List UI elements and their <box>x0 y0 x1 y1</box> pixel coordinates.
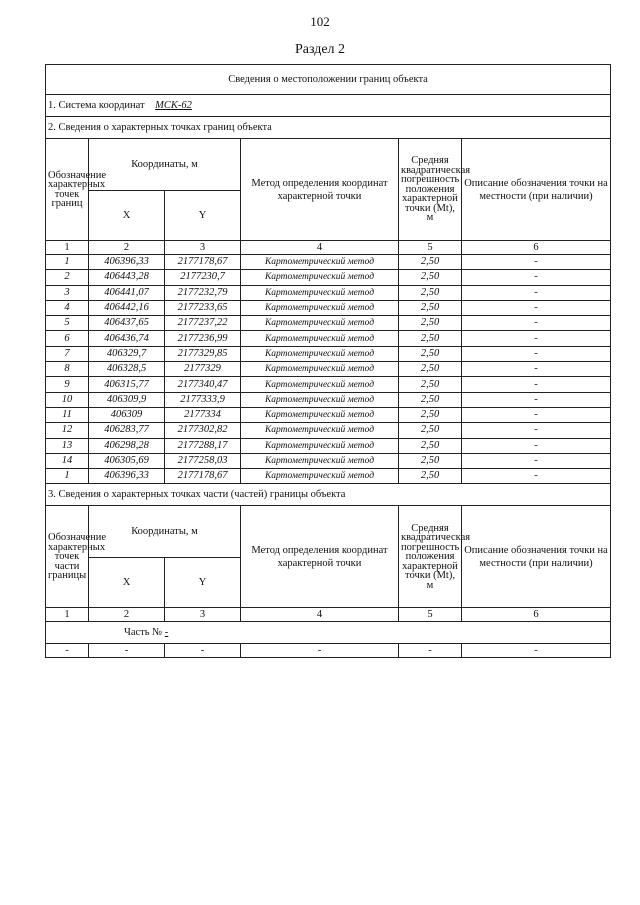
point-row <box>46 407 611 422</box>
point-row <box>46 270 611 285</box>
point-number: 14 <box>46 453 89 468</box>
point-description: - <box>462 377 611 392</box>
point-y: 2177329,85 <box>165 346 241 361</box>
point-method: Картометрический метод <box>241 331 399 346</box>
point-row <box>46 300 611 315</box>
header-y-part: Y <box>165 558 241 608</box>
table-title: Сведения о местоположении границ объекта <box>46 65 611 95</box>
point-number: 12 <box>46 423 89 438</box>
point-description: - <box>462 407 611 422</box>
column-number: 2 <box>89 608 165 622</box>
point-method: Картометрический метод <box>241 407 399 422</box>
point-mse: 2,50 <box>399 377 462 392</box>
part3-title: 3. Сведения о характерных точках части (частей) границы объекта <box>46 484 611 506</box>
point-mse: 2,50 <box>399 300 462 315</box>
point-row <box>46 346 611 361</box>
point-y: 2177178,67 <box>165 469 241 484</box>
point-method: Картометрический метод <box>241 346 399 361</box>
point-x: 406442,16 <box>89 300 165 315</box>
coord-system-value: МСК-62 <box>155 100 192 111</box>
point-mse: 2,50 <box>399 392 462 407</box>
point-number: 6 <box>46 331 89 346</box>
point-description: - <box>462 331 611 346</box>
point-description: - <box>462 423 611 438</box>
header-mse: Средняя квадратическая погрешность положения характерной точки (Мt), м <box>399 139 462 241</box>
part-cell: - <box>462 644 611 658</box>
point-x: 406309 <box>89 407 165 422</box>
point-x: 406328,5 <box>89 362 165 377</box>
point-method: Картометрический метод <box>241 270 399 285</box>
column-number: 6 <box>462 608 611 622</box>
point-number: 2 <box>46 270 89 285</box>
point-mse: 2,50 <box>399 407 462 422</box>
point-y: 2177329 <box>165 362 241 377</box>
part-value: - <box>164 627 169 639</box>
point-row <box>46 392 611 407</box>
point-x: 406441,07 <box>89 285 165 300</box>
point-y: 2177178,67 <box>165 255 241 270</box>
point-row <box>46 255 611 270</box>
part-cell: - <box>46 644 89 658</box>
point-y: 2177340,47 <box>165 377 241 392</box>
point-number: 7 <box>46 346 89 361</box>
point-method: Картометрический метод <box>241 316 399 331</box>
point-x: 406315,77 <box>89 377 165 392</box>
coord-system-row <box>46 95 611 117</box>
point-row <box>46 285 611 300</box>
point-method: Картометрический метод <box>241 377 399 392</box>
point-method: Картометрический метод <box>241 438 399 453</box>
part-cell: - <box>241 644 399 658</box>
column-numbers-row <box>46 241 611 255</box>
header-x-part: X <box>89 558 165 608</box>
header-y: Y <box>165 191 241 241</box>
header-coordinates: Координаты, м <box>89 139 241 191</box>
column-number: 2 <box>89 241 165 255</box>
point-x: 406396,33 <box>89 469 165 484</box>
point-mse: 2,50 <box>399 362 462 377</box>
point-mse: 2,50 <box>399 453 462 468</box>
page-number: 102 <box>310 14 330 29</box>
point-method: Картометрический метод <box>241 423 399 438</box>
point-mse: 2,50 <box>399 423 462 438</box>
header-description-part: Описание обозначения точки на местности (при наличии) <box>462 506 611 608</box>
point-y: 2177258,03 <box>165 453 241 468</box>
point-number: 13 <box>46 438 89 453</box>
point-y: 2177236,99 <box>165 331 241 346</box>
point-method: Картометрический метод <box>241 392 399 407</box>
column-number: 5 <box>399 241 462 255</box>
header-point-designation: Обозначение характерных точек границ <box>46 139 89 241</box>
boundary-table <box>45 64 611 658</box>
point-number: 1 <box>46 255 89 270</box>
point-description: - <box>462 392 611 407</box>
point-number: 10 <box>46 392 89 407</box>
point-number: 8 <box>46 362 89 377</box>
point-description: - <box>462 316 611 331</box>
point-method: Картометрический метод <box>241 469 399 484</box>
point-mse: 2,50 <box>399 331 462 346</box>
point-description: - <box>462 300 611 315</box>
point-description: - <box>462 438 611 453</box>
point-y: 2177233,65 <box>165 300 241 315</box>
point-y: 2177232,79 <box>165 285 241 300</box>
point-x: 406443,28 <box>89 270 165 285</box>
point-number: 11 <box>46 407 89 422</box>
section-title: Раздел 2 <box>294 42 346 57</box>
point-y: 2177302,82 <box>165 423 241 438</box>
point-row <box>46 377 611 392</box>
point-x: 406396,33 <box>89 255 165 270</box>
point-y: 2177230,7 <box>165 270 241 285</box>
column-number: 3 <box>165 241 241 255</box>
point-method: Картометрический метод <box>241 255 399 270</box>
point-description: - <box>462 469 611 484</box>
part-number-row <box>46 622 611 644</box>
header-method-part: Метод определения координат характерной точки <box>241 506 399 608</box>
column-number: 5 <box>399 608 462 622</box>
point-x: 406298,28 <box>89 438 165 453</box>
point-number: 3 <box>46 285 89 300</box>
part-cell: - <box>399 644 462 658</box>
column-number: 1 <box>46 241 89 255</box>
header-point-designation-part: Обозначение характерных точек части границы <box>46 506 89 608</box>
point-description: - <box>462 362 611 377</box>
point-row <box>46 362 611 377</box>
point-method: Картометрический метод <box>241 300 399 315</box>
point-description: - <box>462 346 611 361</box>
point-row <box>46 423 611 438</box>
point-description: - <box>462 453 611 468</box>
point-y: 2177334 <box>165 407 241 422</box>
point-mse: 2,50 <box>399 438 462 453</box>
column-number: 1 <box>46 608 89 622</box>
point-row <box>46 453 611 468</box>
point-mse: 2,50 <box>399 285 462 300</box>
point-description: - <box>462 255 611 270</box>
point-number: 9 <box>46 377 89 392</box>
point-mse: 2,50 <box>399 316 462 331</box>
part-cell: - <box>89 644 165 658</box>
point-x: 406329,7 <box>89 346 165 361</box>
part-data-row <box>46 644 611 658</box>
point-method: Картометрический метод <box>241 362 399 377</box>
column-number: 4 <box>241 241 399 255</box>
point-row <box>46 438 611 453</box>
point-x: 406283,77 <box>89 423 165 438</box>
coord-system-label: 1. Система координат <box>48 100 145 111</box>
point-description: - <box>462 285 611 300</box>
part2-title: 2. Сведения о характерных точках границ объекта <box>46 117 611 139</box>
header-x: X <box>89 191 165 241</box>
header-description: Описание обозначения точки на местности (при наличии) <box>462 139 611 241</box>
point-number: 5 <box>46 316 89 331</box>
point-y: 2177333,9 <box>165 392 241 407</box>
point-y: 2177288,17 <box>165 438 241 453</box>
point-mse: 2,50 <box>399 270 462 285</box>
point-method: Картометрический метод <box>241 285 399 300</box>
point-description: - <box>462 270 611 285</box>
point-x: 406305,69 <box>89 453 165 468</box>
point-mse: 2,50 <box>399 469 462 484</box>
header-method: Метод определения координат характерной точки <box>241 139 399 241</box>
point-row <box>46 316 611 331</box>
point-x: 406436,74 <box>89 331 165 346</box>
point-method: Картометрический метод <box>241 453 399 468</box>
header-mse-part: Средняя квадратическая погрешность положения характерной точки (Мt), м <box>399 506 462 608</box>
point-mse: 2,50 <box>399 255 462 270</box>
column-number: 4 <box>241 608 399 622</box>
point-x: 406309,9 <box>89 392 165 407</box>
point-mse: 2,50 <box>399 346 462 361</box>
header-coordinates-part: Координаты, м <box>89 506 241 558</box>
part-label: Часть № <box>124 627 163 639</box>
part-cell: - <box>165 644 241 658</box>
column-numbers-row-part <box>46 608 611 622</box>
point-number: 1 <box>46 469 89 484</box>
column-number: 6 <box>462 241 611 255</box>
column-number: 3 <box>165 608 241 622</box>
point-row <box>46 331 611 346</box>
point-x: 406437,65 <box>89 316 165 331</box>
point-row <box>46 469 611 484</box>
point-y: 2177237,22 <box>165 316 241 331</box>
point-number: 4 <box>46 300 89 315</box>
